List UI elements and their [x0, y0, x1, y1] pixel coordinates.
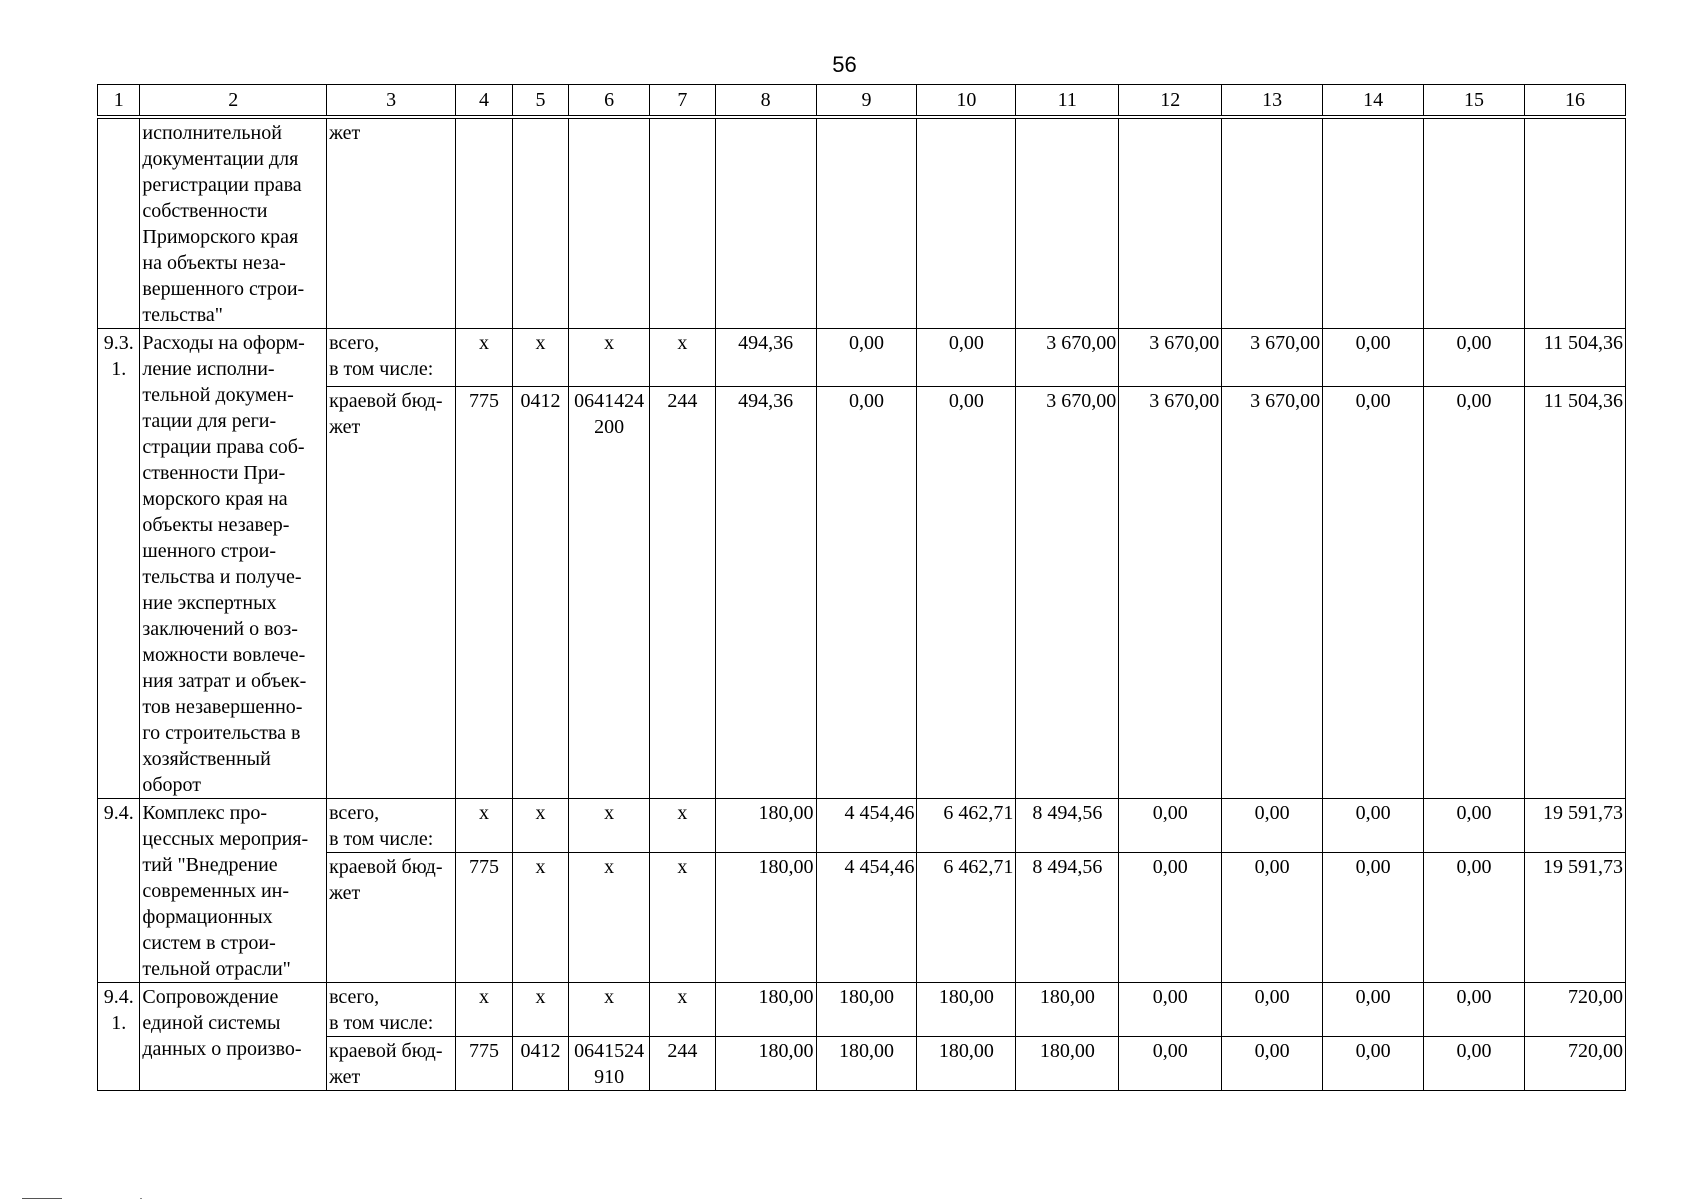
value-cell: 0,00: [816, 387, 917, 799]
column-number-row: [98, 85, 1626, 118]
value-cell: x: [512, 983, 569, 1037]
value-cell: 8 494,56: [1016, 853, 1119, 983]
value-cell: 3 670,00: [1119, 387, 1222, 799]
value-cell: 6 462,71: [917, 799, 1016, 853]
empty-cell: [569, 117, 650, 329]
value-cell: 180,00: [715, 799, 816, 853]
table-row-9-3-1-total: [98, 329, 1626, 387]
row-number-cell: 9.3. 1.: [98, 329, 140, 799]
value-cell: 0,00: [1119, 983, 1222, 1037]
value-cell: x: [456, 329, 513, 387]
value-cell: 0,00: [1222, 853, 1323, 983]
value-cell: 19 591,73: [1524, 853, 1625, 983]
col-header-16: 16: [1524, 85, 1625, 118]
funding-source-cell: жет: [327, 117, 456, 329]
col-header-8: 8: [715, 85, 816, 118]
value-cell: 0,00: [1323, 329, 1424, 387]
value-cell: 180,00: [917, 983, 1016, 1037]
empty-cell: [1119, 117, 1222, 329]
col-header-5: 5: [512, 85, 569, 118]
value-cell: 4 454,46: [816, 853, 917, 983]
value-cell: x: [650, 329, 716, 387]
value-cell: 180,00: [816, 983, 917, 1037]
empty-cell: [1323, 117, 1424, 329]
row-number-cell: [98, 117, 140, 329]
value-cell: 0,00: [1323, 1037, 1424, 1091]
value-cell: 0,00: [1222, 983, 1323, 1037]
value-cell: 775: [456, 1037, 513, 1091]
empty-cell: [715, 117, 816, 329]
empty-cell: [456, 117, 513, 329]
value-cell: 0,00: [917, 387, 1016, 799]
value-cell: 4 454,46: [816, 799, 917, 853]
value-cell: x: [650, 853, 716, 983]
value-cell: 0,00: [1424, 983, 1525, 1037]
value-cell: 0,00: [1119, 1037, 1222, 1091]
value-cell: 244: [650, 387, 716, 799]
empty-cell: [512, 117, 569, 329]
value-cell: 19 591,73: [1524, 799, 1625, 853]
col-header-2: 2: [140, 85, 327, 118]
value-cell: 0,00: [917, 329, 1016, 387]
value-cell: 775: [456, 387, 513, 799]
col-header-4: 4: [456, 85, 513, 118]
col-header-1: 1: [98, 85, 140, 118]
value-cell: 0412: [512, 1037, 569, 1091]
table-row-9-4-1-total: [98, 983, 1626, 1037]
funding-source-cell: всего, в том числе:: [327, 799, 456, 853]
funding-source-cell: краевой бюд- жет: [327, 1037, 456, 1091]
col-header-6: 6: [569, 85, 650, 118]
table-row-9-4-1-regional: [98, 1037, 1626, 1091]
value-cell: 0412: [512, 387, 569, 799]
value-cell: x: [512, 853, 569, 983]
value-cell: x: [512, 799, 569, 853]
value-cell: 0641424 200: [569, 387, 650, 799]
value-cell: 0,00: [1424, 799, 1525, 853]
funding-source-cell: краевой бюд- жет: [327, 387, 456, 799]
value-cell: 0,00: [1424, 853, 1525, 983]
budget-table: [97, 84, 1626, 1091]
value-cell: x: [456, 799, 513, 853]
value-cell: 0,00: [1424, 329, 1525, 387]
value-cell: 0,00: [1323, 799, 1424, 853]
col-header-15: 15: [1424, 85, 1525, 118]
value-cell: 244: [650, 1037, 716, 1091]
table-row-continuation: [98, 117, 1626, 329]
value-cell: 3 670,00: [1222, 329, 1323, 387]
col-header-9: 9: [816, 85, 917, 118]
value-cell: x: [512, 329, 569, 387]
value-cell: 180,00: [1016, 1037, 1119, 1091]
value-cell: 11 504,36: [1524, 387, 1625, 799]
activity-name-cell: Расходы на оформ- ление исполни- тельной докумен- тации для реги- страции права соб- ственности При- морского края на объекты незавер- шенного строи- тельства и получе- ние экспертных заключений о воз- можности вовлече- ния затрат и объек- тов незавершенно- го строительства в хозяйственный оборот: [140, 329, 327, 799]
table-row-9-4-total: [98, 799, 1626, 853]
activity-name-cell: Комплекс про- цессных мероприя- тий "Внедрение современных ин- формационных систем в строи- тельной отрасли": [140, 799, 327, 983]
page-number: 56: [832, 52, 857, 77]
value-cell: 494,36: [715, 387, 816, 799]
value-cell: x: [569, 853, 650, 983]
value-cell: x: [569, 983, 650, 1037]
scan-artifact-line: [22, 1198, 62, 1199]
empty-cell: [917, 117, 1016, 329]
value-cell: x: [569, 329, 650, 387]
col-header-11: 11: [1016, 85, 1119, 118]
value-cell: 8 494,56: [1016, 799, 1119, 853]
col-header-13: 13: [1222, 85, 1323, 118]
table-row-9-4-regional: [98, 853, 1626, 983]
value-cell: 0,00: [1222, 1037, 1323, 1091]
value-cell: x: [456, 983, 513, 1037]
empty-cell: [1424, 117, 1525, 329]
col-header-3: 3: [327, 85, 456, 118]
value-cell: 0,00: [1119, 799, 1222, 853]
activity-name-cell: Сопровождение единой системы данных о произво-: [140, 983, 327, 1091]
value-cell: 3 670,00: [1222, 387, 1323, 799]
value-cell: 180,00: [715, 983, 816, 1037]
empty-cell: [1222, 117, 1323, 329]
col-header-14: 14: [1323, 85, 1424, 118]
value-cell: 0,00: [1323, 853, 1424, 983]
funding-source-cell: всего, в том числе:: [327, 983, 456, 1037]
empty-cell: [1524, 117, 1625, 329]
empty-cell: [1016, 117, 1119, 329]
value-cell: 0,00: [1119, 853, 1222, 983]
value-cell: 11 504,36: [1524, 329, 1625, 387]
funding-source-cell: краевой бюд- жет: [327, 853, 456, 983]
row-number-cell: 9.4. 1.: [98, 983, 140, 1091]
value-cell: 0,00: [1222, 799, 1323, 853]
value-cell: 720,00: [1524, 983, 1625, 1037]
row-number-cell: 9.4.: [98, 799, 140, 983]
value-cell: 775: [456, 853, 513, 983]
value-cell: 180,00: [1016, 983, 1119, 1037]
value-cell: 494,36: [715, 329, 816, 387]
value-cell: 3 670,00: [1016, 387, 1119, 799]
value-cell: 720,00: [1524, 1037, 1625, 1091]
value-cell: 0,00: [1323, 387, 1424, 799]
value-cell: 180,00: [715, 1037, 816, 1091]
value-cell: 180,00: [917, 1037, 1016, 1091]
funding-source-cell: всего, в том числе:: [327, 329, 456, 387]
empty-cell: [650, 117, 716, 329]
value-cell: 6 462,71: [917, 853, 1016, 983]
empty-cell: [816, 117, 917, 329]
value-cell: 0,00: [1424, 1037, 1525, 1091]
table-row-9-3-1-regional: [98, 387, 1626, 799]
col-header-7: 7: [650, 85, 716, 118]
value-cell: x: [650, 983, 716, 1037]
activity-name-cell: исполнительной документации для регистрации права собственности Приморского края на объекты неза- вершенного строи- тельства": [140, 117, 327, 329]
value-cell: 3 670,00: [1016, 329, 1119, 387]
value-cell: 0,00: [816, 329, 917, 387]
value-cell: 180,00: [816, 1037, 917, 1091]
scan-artifact-dot: [140, 1198, 142, 1199]
value-cell: 3 670,00: [1119, 329, 1222, 387]
value-cell: x: [650, 799, 716, 853]
value-cell: 0,00: [1323, 983, 1424, 1037]
value-cell: 0,00: [1424, 387, 1525, 799]
col-header-12: 12: [1119, 85, 1222, 118]
value-cell: x: [569, 799, 650, 853]
col-header-10: 10: [917, 85, 1016, 118]
value-cell: 0641524 910: [569, 1037, 650, 1091]
value-cell: 180,00: [715, 853, 816, 983]
